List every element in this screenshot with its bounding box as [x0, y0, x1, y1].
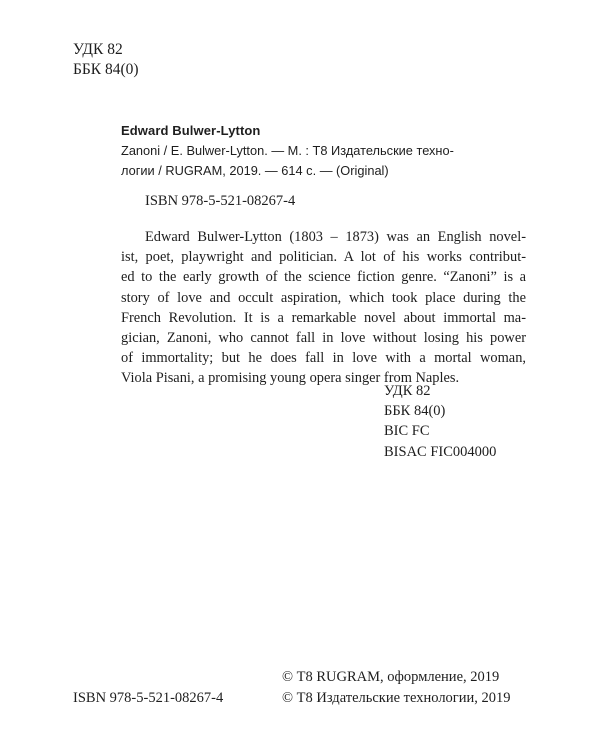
classification-codes-top	[73, 40, 139, 80]
udk-code: УДК 82	[73, 41, 123, 58]
isbn-top: ISBN 978-5-521-08267-4	[145, 193, 296, 209]
annotation-line: of immortality; but he does fall in love with a mortal woman,	[121, 350, 526, 367]
author-name: Edward Bulwer-Lytton	[121, 123, 261, 138]
annotation	[121, 227, 526, 389]
bbk-code: ББК 84(0)	[384, 403, 446, 420]
annotation-line: Viola Pisani, a promising young opera singer from Naples.	[121, 370, 460, 387]
bisac-code: BISAC FIC004000	[384, 443, 497, 460]
annotation-line: ist, poet, playwright and politician. A lot of his works contribut-	[121, 249, 526, 266]
annotation-line: Edward Bulwer-Lytton (1803 – 1873) was an English novel-	[145, 229, 526, 245]
udk-code: УДК 82	[384, 383, 431, 399]
annotation-line: gician, Zanoni, who cannot fall in love without losing his power	[121, 330, 526, 347]
annotation-line: story of love and occult aspiration, which took place during the	[121, 289, 526, 306]
citation-line: логии / RUGRAM, 2019. — 614 с. — (Original)	[121, 163, 389, 178]
copyright-notices	[282, 667, 511, 708]
bibliographic-citation	[121, 141, 526, 181]
bbk-code: ББК 84(0)	[73, 61, 139, 78]
copyright-publisher: © Т8 Издательские технологии, 2019	[282, 689, 511, 706]
citation-line: Zanoni / E. Bulwer-Lytton. — М. : Т8 Издательские техно-	[121, 143, 454, 158]
annotation-line: ed to the early growth of the science fiction genre. “Zanoni” is a	[121, 269, 526, 286]
classification-codes-right	[384, 381, 496, 462]
isbn-bottom: ISBN 978-5-521-08267-4	[73, 690, 224, 706]
bic-code: BIC FC	[384, 423, 430, 440]
annotation-line: French Revolution. It is a remarkable novel about immortal ma-	[121, 309, 526, 326]
copyright-design: © Т8 RUGRAM, оформление, 2019	[282, 669, 500, 685]
